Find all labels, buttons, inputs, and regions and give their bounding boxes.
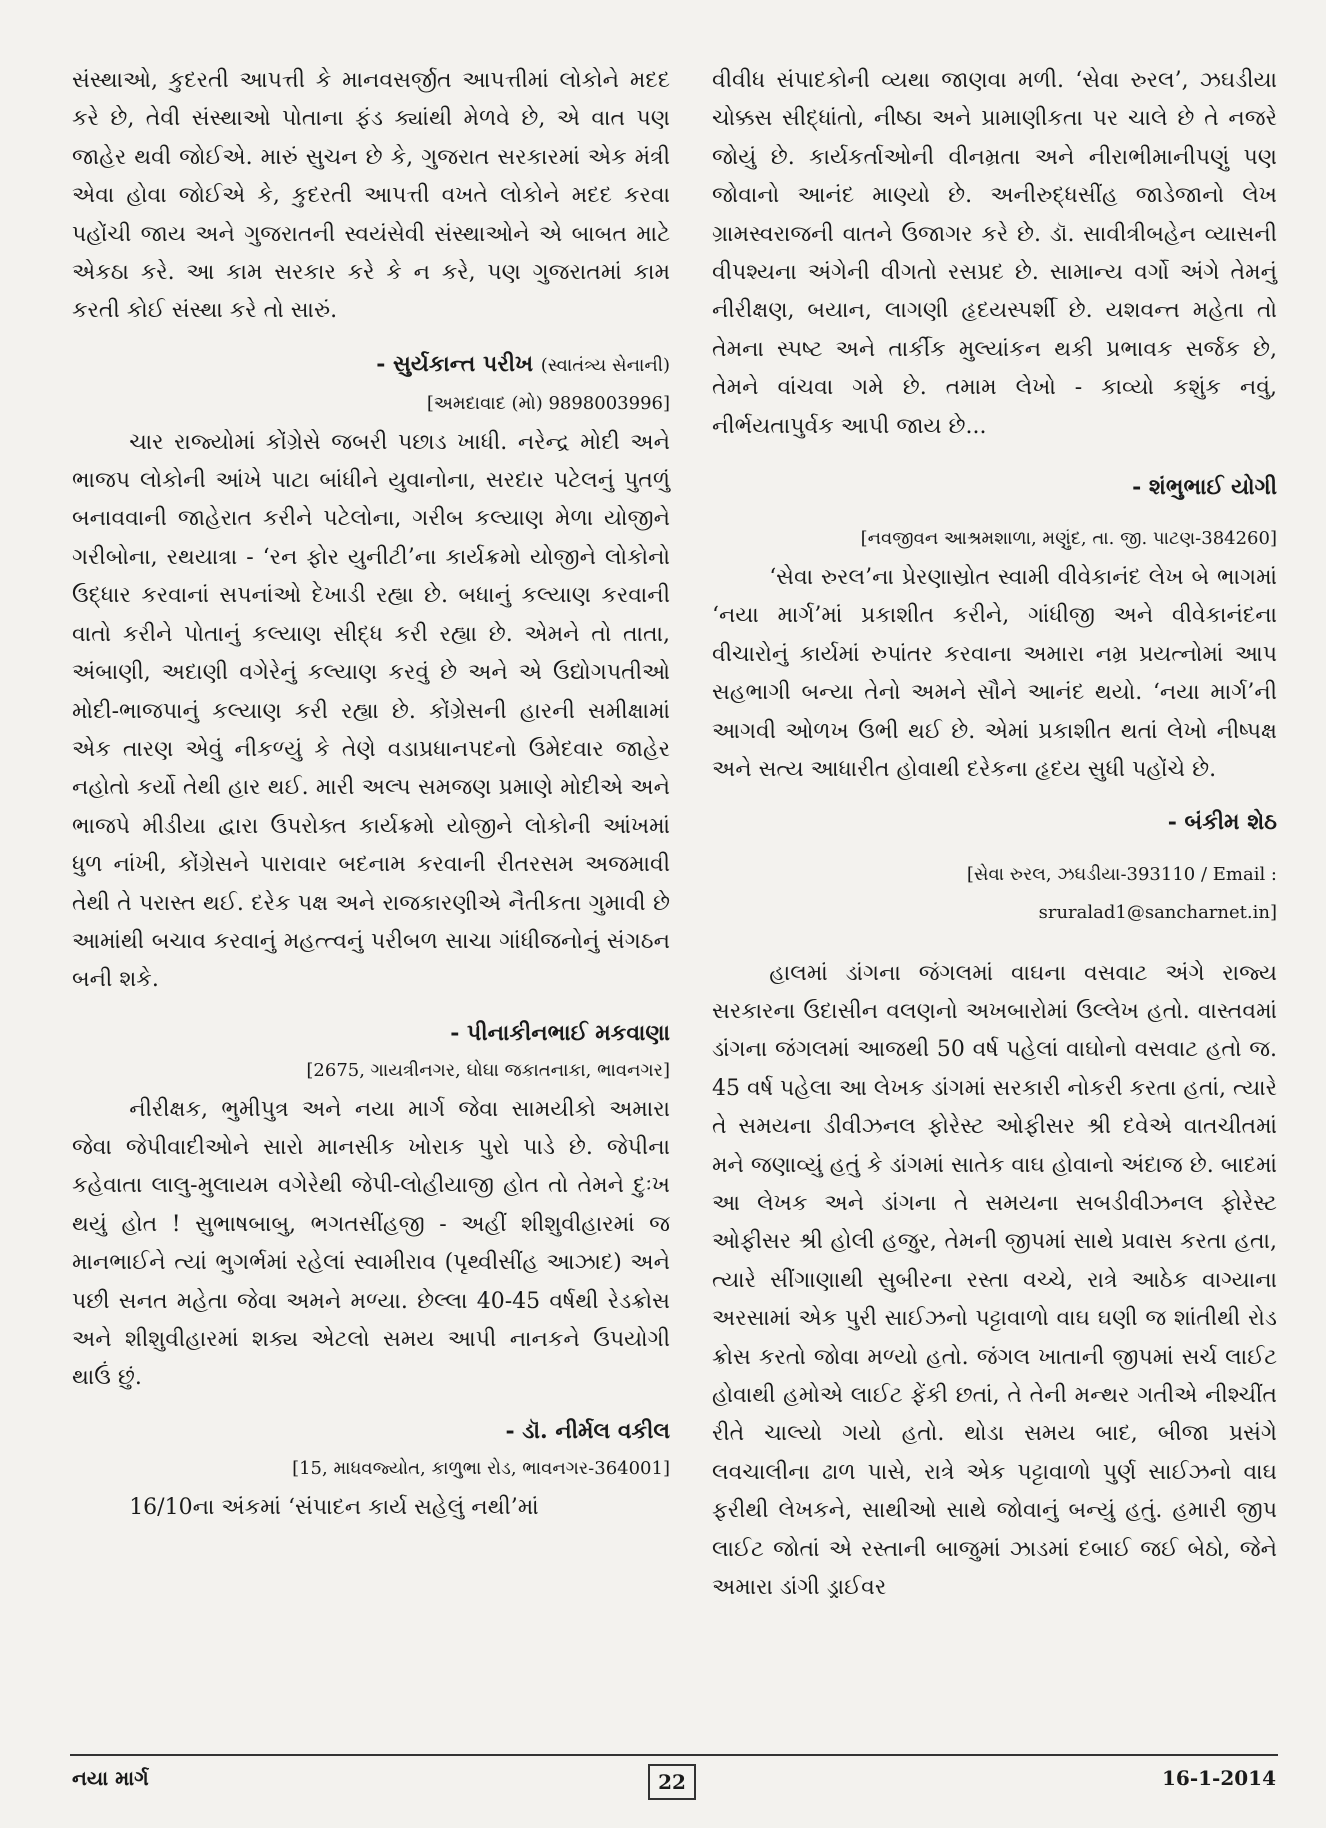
letter-paragraph: સંસ્થાઓ, કુદરતી આપત્તી કે માનવસર્જીત આપત્તીમાં લોકોને મદદ કરે છે, તેવી સંસ્થાઓ પોતાના ફંડ ક્યાંથી મેળવે છે, એ વાત પણ જાહેર થવી જોઈએ. મારું સુચન છે કે, ગુજરાત સરકારમાં એક મંત્રી એવા હોવા જોઈએ કે, કુદરતી આપત્તી વખતે લોકોને મદદ કરવા પહોંચી જાય અને ગુજરાતની સ્વયંસેવી સંસ્થાઓને એ બાબત માટે એકઠા કરે. આ કામ સરકાર કરે કે ન કરે, પણ ગુજરાતમાં કામ કરતી કોઈ સંસ્થા કરે તો સારું. <box>72 68 670 324</box>
page-number: 22 <box>648 1764 696 1800</box>
letter-address: [નવજીવન આશ્રમશાળા, મણુંદ, તા. જી. પાટણ-384260] <box>860 528 1277 550</box>
letter-paragraph: નીરીક્ષક, ભુમીપુત્ર અને નયા માર્ગ જેવા સામયીકો અમારા જેવા જેપીવાદીઓને સારો માનસીક ખોરાક પુરો પાડે છે. જેપીના કહેવાતા લાલુ-મુલાયમ વગેરેથી જેપી-લોહીયાજી હોત તો તેમને દુઃખ થયું હોત ! સુભાષબાબુ, ભગતસીંહજી - અહીં શીશુવીહારમાં જ માનભાઈને ત્યાં ભુગર્ભમાં રહેલાં સ્વામીરાવ (પૃથ્વીસીંહ આઝાદ) અને પછી સનત મહેતા જેવા અમને મળ્યા. છેલ્લા 40-45 વર્ષથી રેડક્રોસ અને શીશુવીહારમાં શક્ય એટલો સમય આપી નાનકને ઉપયોગી થાઉં છું. <box>72 1096 670 1391</box>
letter-address: [સેવા રુરલ, ઝઘડીયા-393110 / Email : <box>966 863 1277 885</box>
letter-paragraph: હાલમાં ડાંગના જંગલમાં વાઘના વસવાટ અંગે રાજ્ય સરકારના ઉદાસીન વલણનો અખબારોમાં ઉલ્લેખ હતો. વાસ્તવમાં ડાંગના જંગલમાં આજથી 50 વર્ષ પહેલાં વાઘોનો વસવાટ હતો જ. 45 વર્ષ પહેલા આ લેખક ડાંગમાં સરકારી નોકરી કરતા હતાં, ત્યારે તે સમયના ડીવીઝનલ ફોરેસ્ટ ઓફીસર શ્રી દવેએ વાતચીતમાં મને જણાવ્યું હતું કે ડાંગમાં સાતેક વાઘ હોવાનો અંદાજ છે. બાદમાં આ લેખક અને ડાંગના તે સમયના સબડીવીઝનલ ફોરેસ્ટ ઓફીસર શ્રી હોલી હજુર, તેમની જીપમાં સાથે પ્રવાસ કરતા હતા, ત્યારે સીંગાણાથી સુબીરના રસ્તા વચ્ચે, રાત્રે આઠેક વાગ્યાના અરસામાં એક પુરી સાઈઝનો પટ્ટાવાળો વાઘ ઘણી જ શાંતીથી રોડ ક્રોસ કરતો જોવા મળ્યો હતો. જંગલ ખાતાની જીપમાં સર્ચ લાઈટ હોવાથી હમોએ લાઈટ ફેંકી છતાં, તે તેની મન્થર ગતીએ નીશ્ચીંત રીતે ચાલ્યો ગયો હતો. થોડા સમય બાદ, બીજા પ્રસંગે લવચાલીના ઢાળ પાસે, રાત્રે એક પટ્ટાવાળો પુર્ણ સાઈઝનો વાઘ ફરીથી લેખકને, સાથીઓ સાથે જોવાનું બન્યું હતું. હમારી જીપ લાઈટ જોતાં એ રસ્તાની બાજુમાં ઝાડમાં દબાઈ જઈ બેઠો, જેને અમારા ડાંગી ડ્રાઈવર <box>712 960 1277 1601</box>
letter-email: sruralad1@sancharnet.in] <box>1038 902 1277 924</box>
letter-paragraph: 16/10ના અંકમાં ‘સંપાદન કાર્ય સહેલું નથી’માં <box>129 1494 539 1520</box>
letter-address: [અમદાવાદ (મો) 9898003996] <box>426 393 670 415</box>
magazine-title: નયા માર્ગ <box>72 1766 149 1790</box>
signature-name: - સુર્યકાન્ત પરીખ <box>376 350 534 377</box>
left-column <box>72 62 670 1527</box>
letter-signature: - ડૉ. નીર્મલ વકીલ <box>505 1417 670 1444</box>
right-column <box>712 62 1277 1607</box>
letter-address: [2675, ગાયત્રીનગર, ઘોઘા જકાતનાકા, ભાવનગર] <box>306 1060 670 1082</box>
letter-signature: - બંકીમ શેઠ <box>1167 809 1277 836</box>
signature-note: (સ્વાતંત્ર્ય સેનાની) <box>540 354 670 376</box>
letter-paragraph: વીવીધ સંપાદકોની વ્યથા જાણવા મળી. ‘સેવા રુરલ’, ઝઘડીયા ચોક્કસ સીદ્ધાંતો, નીષ્ઠા અને પ્રામાણીકતા પર ચાલે છે તે નજરે જોયું છે. કાર્યકર્તાઓની વીનમ્રતા અને નીરાભીમાનીપણું પણ જોવાનો આનંદ માણ્યો છે. અનીરુદ્ધસીંહ જાડેજાનો લેખ ગ્રામસ્વરાજની વાતને ઉજાગર કરે છે. ડૉ. સાવીત્રીબહેન વ્યાસની વીપશ્યના અંગેની વીગતો રસપ્રદ છે. સામાન્ય વર્ગો અંગે તેમનું નીરીક્ષણ, બયાન, લાગણી હૃદયસ્પર્શી છે. યશવન્ત મહેતા તો તેમના સ્પષ્ટ અને તાર્કીક મુલ્યાંકન થકી પ્રભાવક સર્જક છે, તેમને વાંચવા ગમે છે. તમામ લેખો - કાવ્યો કશુંક નવું, નીર્ભયતાપુર્વક આપી જાય છે... <box>712 68 1277 439</box>
letter-paragraph: ચાર રાજ્યોમાં કોંગ્રેસે જબરી પછાડ ખાધી. નરેન્દ્ર મોદી અને ભાજપ લોકોની આંખે પાટા બાંધીને યુવાનોના, સરદાર પટેલનું પુતળું બનાવવાની જાહેરાત કરીને પટેલોના, ગરીબ કલ્યાણ મેળા યોજીને ગરીબોના, રથયાત્રા - ‘રન ફોર યુનીટી’ના કાર્યક્રમો યોજીને લોકોનો ઉદ્ધાર કરવાનાં સપનાંઓ દેખાડી રહ્યા છે. બધાનું કલ્યાણ કરવાની વાતો કરીને પોતાનું કલ્યાણ સીદ્ધ કરી રહ્યા છે. એમને તો તાતા, અંબાણી, અદાણી વગેરેનું કલ્યાણ કરવું છે અને એ ઉદ્યોગપતીઓ મોદી-ભાજપાનું કલ્યાણ કરી રહ્યા છે. કોંગ્રેસની હારની સમીક્ષામાં એક તારણ એવું નીકળ્યું કે તેણે વડાપ્રધાનપદનો ઉમેદવાર જાહેર નહોતો કર્યો તેથી હાર થઈ. મારી અલ્પ સમજણ પ્રમાણે મોદીએ અને ભાજપે મીડીયા દ્વારા ઉપરોક્ત કાર્યક્રમો યોજીને લોકોની આંખમાં ધુળ નાંખી, કોંગ્રેસને પારાવાર બદનામ કરવાની રીતરસમ અજમાવી તેથી તે પરાસ્ત થઈ. દરેક પક્ષ અને રાજકારણીએ નૈતીકતા ગુમાવી છે આમાંથી બચાવ કરવાનું મહત્ત્વનું પરીબળ સાચા ગાંધીજનોનું સંગઠન બની શકે. <box>72 429 670 993</box>
letter-signature: - પીનાકીનભાઈ મકવાણા <box>450 1019 670 1046</box>
footer-divider <box>70 1754 1278 1756</box>
letter-paragraph: ‘સેવા રુરલ’ના પ્રેરણાસ્રોત સ્વામી વીવેકાનંદ લેખ બે ભાગમાં ‘નયા માર્ગ’માં પ્રકાશીત કરીને, ગાંધીજી અને વીવેકાનંદના વીચારોનું કાર્યમાં રુપાંતર કરવાના અમારા નમ્ર પ્રયત્નોમાં આપ સહભાગી બન્યા તેનો અમને સૌને આનંદ થયો. ‘નયા માર્ગ’ની આગવી ઓળખ ઉભી થઈ છે. એમાં પ્રકાશીત થતાં લેખો નીષ્પક્ષ અને સત્ય આધારીત હોવાથી દરેકના હૃદય સુધી પહોંચે છે. <box>712 564 1277 782</box>
issue-date: 16-1-2014 <box>1161 1766 1276 1790</box>
letter-signature <box>72 345 670 385</box>
letter-address: [15, માધવજ્યોત, કાળુભા રોડ, ભાવનગર-364001] <box>292 1458 670 1480</box>
letter-signature: - શંભુભાઈ યોગી <box>1132 474 1277 501</box>
